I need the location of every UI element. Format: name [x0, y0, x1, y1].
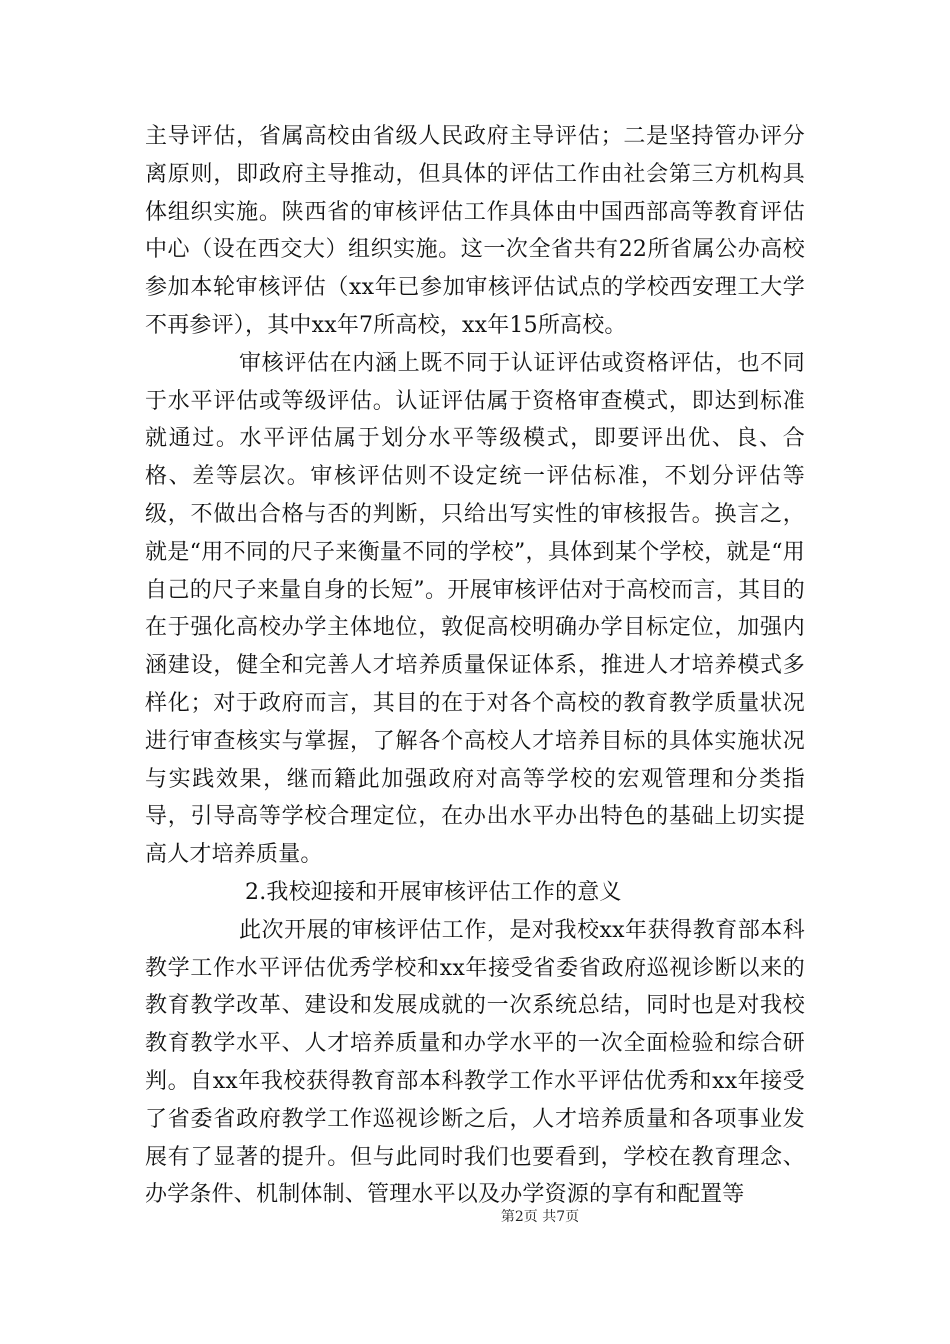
document-page — [145, 118, 805, 1214]
section-heading-significance: 2.我校迎接和开展审核评估工作的意义 — [245, 879, 622, 905]
paragraph-audit-evaluation-nature: 审核评估在内涵上既不同于认证评估或资格评估，也不同于水平评估或等级评估。认证评估属于资格审查模式，即达到标准就通过。水平评估属于划分水平等级模式，即要评出优、良、合格、差等层次。审核评估则不设定统一评估标准，不划分评估等级，不做出合格与否的判断，只给出写实性的审核报告。换言之，就是“用不同的尺子来衡量不同的学校”，具体到某个学校，就是“用自己的尺子来量自身的长短”。开展审核评估对于高校而言，其目的在于强化高校办学主体地位，敦促高校明确办学目标定位，加强内涵建设，健全和完善人才培养质量保证体系，推进人才培养模式多样化；对于政府而言，其目的在于对各个高校的教育教学质量状况进行审查核实与掌握，了解各个高校人才培养目标的具体实施状况与实践效果，继而籍此加强政府对高等学校的宏观管理和分类指导，引导高等学校合理定位，在办出水平办出特色的基础上切实提高人才培养质量。 — [145, 350, 805, 868]
paragraph-intro-continued: 主导评估，省属高校由省级人民政府主导评估；二是坚持管办评分离原则，即政府主导推动，但具体的评估工作由社会第三方机构具体组织实施。陕西省的审核评估工作具体由中国西部高等教育评估中心（设在西交大）组织实施。这一次全省共有22所省属公办高校参加本轮审核评估（xx年已参加审核评估试点的学校西安理工大学不再参评），其中xx年7所高校，xx年15所高校。 — [145, 124, 805, 338]
paragraph-significance: 此次开展的审核评估工作，是对我校xx年获得教育部本科教学工作水平评估优秀学校和xx年接受省委省政府巡视诊断以来的教育教学改革、建设和发展成就的一次系统总结，同时也是对我校教育教学水平、人才培养质量和办学水平的一次全面检验和综合研判。自xx年我校获得教育部本科教学工作水平评估优秀和xx年接受了省委省政府教学工作巡视诊断之后，人才培养质量和各项事业发展有了显著的提升。但与此同时我们也要看到，学校在教育理念、办学条件、机制体制、管理水平以及办学资源的享有和配置等 — [145, 917, 805, 1208]
page-number-footer: 第2页 共7页 — [500, 1209, 580, 1225]
